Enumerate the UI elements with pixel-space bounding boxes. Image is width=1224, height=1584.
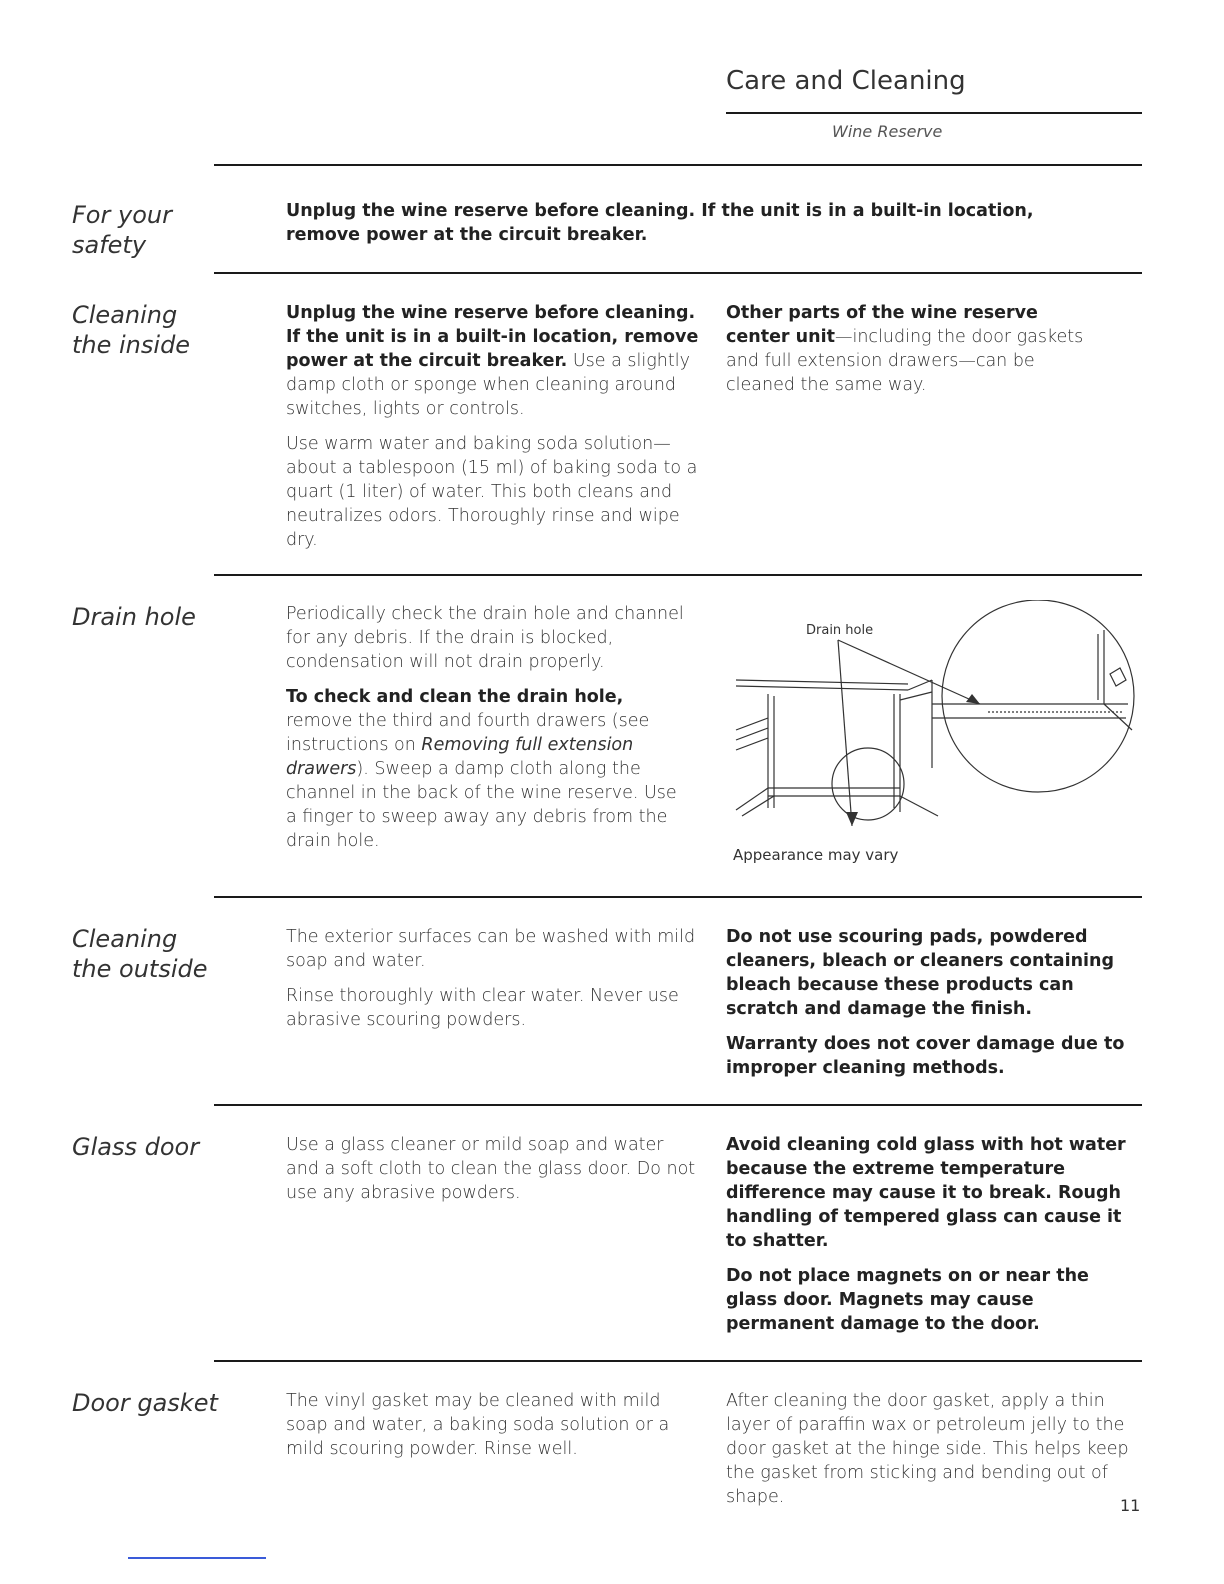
section-title-inside-line2: the inside <box>72 331 191 359</box>
glass-warning-1: Avoid cleaning cold glass with hot water because the extreme temperature difference may cause it to break. Rough handling of tempered glass can cause it to shatter. <box>726 1135 1126 1251</box>
gasket-paragraph-1: The vinyl gasket may be cleaned with mild soap and water, a baking soda solution or a mild scouring powder. Rinse well. <box>286 1391 670 1459</box>
inside-p1-bold: Unplug the wine reserve before cleaning. If the unit is in a built-in location, remove power at the circuit breaker. <box>286 303 699 371</box>
divider-inside <box>214 574 1142 576</box>
divider-top <box>214 164 1142 166</box>
drain-p2-a: remove the third and fourth drawers (see instructions on <box>286 711 650 755</box>
section-title-inside <box>72 300 190 360</box>
inside-right-paragraph <box>726 301 1106 397</box>
safety-text-line2: remove power at the circuit breaker. <box>286 225 648 245</box>
glass-warning-2: Do not place magnets on or near the glass door. Magnets may cause permanent damage to the door. <box>726 1266 1089 1334</box>
divider-safety <box>214 272 1142 274</box>
inside-left-column <box>286 301 704 563</box>
drain-p2-italic: Removing full extension drawers <box>286 735 634 779</box>
outside-paragraph-1: The exterior surfaces can be washed with mild soap and water. <box>286 927 696 971</box>
section-title-inside-line1: Cleaning <box>72 301 178 329</box>
divider-glass <box>214 1360 1142 1362</box>
inside-p1-rest: Use a slightly damp cloth or sponge when cleaning around switches, lights or controls. <box>286 351 690 419</box>
outside-paragraph-2: Rinse thoroughly with clear water. Never use abrasive scouring powders. <box>286 986 679 1030</box>
glass-left-column <box>286 1133 696 1216</box>
inside-paragraph-2: Use warm water and baking soda solution—about a tablespoon (15 ml) of baking soda to a quart (1 liter) of water. This both cleans and neutralizes odors. Thoroughly rinse and wipe dry. <box>286 434 698 550</box>
diagram-caption: Appearance may vary <box>733 846 899 864</box>
outside-left-column <box>286 925 706 1043</box>
drain-p2-bold: To check and clean the drain hole, <box>286 687 624 707</box>
outside-warning-1: Do not use scouring pads, powdered cleaners, bleach or cleaners containing bleach because these products can scratch and damage the finish. <box>726 927 1115 1019</box>
inside-right-bold: Other parts of the wine reserve center unit <box>726 303 1038 347</box>
section-title-outside <box>72 924 208 984</box>
drain-left-column <box>286 602 706 864</box>
outside-warning-2: Warranty does not cover damage due to improper cleaning methods. <box>726 1034 1125 1078</box>
glass-right-column <box>726 1133 1140 1347</box>
section-title-outside-line1: Cleaning <box>72 925 178 953</box>
safety-text <box>286 199 1126 247</box>
safety-text-line1: Unplug the wine reserve before cleaning. If the unit is in a built-in location, <box>286 201 1034 221</box>
section-title-safety-line1: For your <box>72 201 172 229</box>
gasket-right-column <box>726 1389 1144 1520</box>
drain-paragraph-2 <box>286 685 686 853</box>
drain-p2-b: ). Sweep a damp cloth along the channel in the back of the wine reserve. Use a finger to sweep away any debris from the drain hole. <box>286 759 677 851</box>
gasket-paragraph-2: After cleaning the door gasket, apply a thin layer of paraffin wax or petroleum jelly to the door gasket at the hinge side. This helps keep the gasket from sticking and bending out of shape. <box>726 1391 1129 1507</box>
section-title-safety-line2: safety <box>72 231 147 259</box>
page-number: 11 <box>1120 1496 1141 1515</box>
section-title-outside-line2: the outside <box>72 955 208 983</box>
inside-paragraph-1 <box>286 301 704 421</box>
divider-outside <box>214 1104 1142 1106</box>
gasket-left-column <box>286 1389 686 1472</box>
divider-drain <box>214 896 1142 898</box>
inside-right-rest: —including the door gaskets and full extension drawers—can be cleaned the same way. <box>726 327 1084 395</box>
outside-right-column <box>726 925 1136 1091</box>
section-title-drain: Drain hole <box>72 603 196 631</box>
header-rule <box>726 112 1142 114</box>
inside-right-column <box>726 301 1106 408</box>
diagram-label: Drain hole <box>806 623 874 638</box>
page-header-title: Care and Cleaning <box>726 66 966 96</box>
section-title-gasket: Door gasket <box>72 1389 218 1417</box>
section-title-glass: Glass door <box>72 1133 200 1161</box>
section-title-safety <box>72 200 172 260</box>
drain-hole-diagram <box>728 600 1144 840</box>
glass-paragraph-1: Use a glass cleaner or mild soap and water and a soft cloth to clean the glass door. Do not use any abrasive powders. <box>286 1135 696 1203</box>
bottom-accent-line <box>128 1557 266 1559</box>
page-header-subtitle: Wine Reserve <box>832 122 943 141</box>
drain-paragraph-1: Periodically check the drain hole and channel for any debris. If the drain is blocked, condensation will not drain properly. <box>286 604 684 672</box>
